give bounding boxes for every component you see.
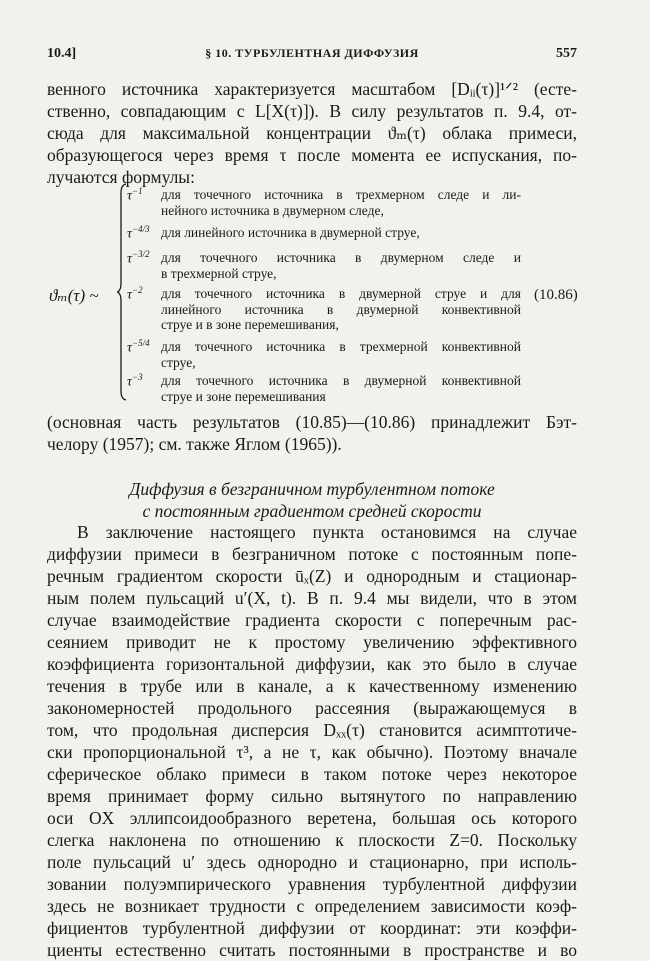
text-line: лучаются формулы: <box>47 167 195 187</box>
text-line: циенты естественно считать постоянными в пространстве и во <box>47 940 577 960</box>
case-power: $\tau^{-3}$ <box>127 372 143 390</box>
text-line: сюда для максимальной концентрации ϑₘ(τ) облака примеси, <box>47 123 577 143</box>
text-line: слегка наклонена по отношению к плоскости Z=0. Поскольку <box>47 830 577 850</box>
case-power: $\tau^{-4/3}$ <box>127 224 150 242</box>
running-title: § 10. ТУРБУЛЕНТНАЯ ДИФФУЗИЯ <box>205 46 419 60</box>
text-line: коэффициента горизонтальной диффузии, как это было в случае <box>47 654 577 674</box>
text-line: (основная часть результатов (10.85)—(10.86) принадлежит Бэт- <box>47 412 577 432</box>
formula-10-86: ϑₘ(τ) ~ (10.86) $\tau^{-1}$ для точечного источника в трехмерном следе и ли- нейного источника в двумерном следе, $\tau^{-4/3}$ для линейного источника в двумерной струе, $\tau^{-3/2}$ для точечного источника в двумерном следе и в трехмерной струе, $\tau^{-2}$ для точечного источника в двумерной струе и для линейного источника в двумерной конвективной струе и в зоне перемешивания, $\tau^{-5/4}$ для точечного источника в трехмерной конвективной струе, $\tau^{-3}$ для точечного источника в двумерной конвективной струе и зоне перемешивания <box>47 183 607 403</box>
text-line: В заключение настоящего пункта остановимся на случае <box>77 522 577 542</box>
heading-line: с постоянным градиентом средней скорости <box>142 501 482 521</box>
page-header <box>47 46 577 66</box>
text-line: случае взаимодействие градиента скорости с поперечным рас- <box>47 610 577 630</box>
section-number: 10.4] <box>47 46 77 61</box>
text-line: зовании полуэмпирического уравнения турбулентной диффузии <box>47 874 577 894</box>
case-power: $\tau^{-3/2}$ <box>127 249 150 267</box>
text-line: ственно, совпадающим с L[X(τ)]). В силу результатов п. 9.4, от- <box>47 101 577 121</box>
equation-number: (10.86) <box>534 287 578 303</box>
case-power: $\tau^{-2}$ <box>127 285 143 303</box>
page-number: 557 <box>556 46 577 61</box>
text-line: образующегося через время τ после момента ее испускания, по- <box>47 145 577 165</box>
case-power: $\tau^{-1}$ <box>127 186 143 204</box>
heading-line: Диффузия в безграничном турбулентном потоке <box>129 479 495 499</box>
text-line: ски пропорциональной τ³, а не τ, как обычно). Поэтому вначале <box>47 742 577 762</box>
text-line: речным градиентом скорости ūₓ(Z) и однородным и стационар- <box>47 566 577 586</box>
text-line: диффузии примеси в безграничном потоке с постоянным попе- <box>47 544 577 564</box>
text-line: сферическое облако примеси в таком потоке через некоторое <box>47 764 577 784</box>
text-line: поле пульсаций u′ здесь однородно и стационарно, при исполь- <box>47 852 577 872</box>
text-line: закономерностей продольного рассеяния (выражающемуся в <box>47 698 577 718</box>
text-line: сеянием приводит не к простому увеличению эффективного <box>47 632 577 652</box>
formula-lhs: ϑₘ(τ) ~ <box>49 286 99 305</box>
text-line: оси OX эллипсоидообразного веретена, большая ось которого <box>47 808 577 828</box>
text-line: здесь не возникает трудности с определением зависимости коэф- <box>47 896 577 916</box>
text-line: фициентов турбулентной диффузии от координат: эти коэффи- <box>47 918 577 938</box>
paragraph-2 <box>47 411 577 455</box>
left-brace-icon <box>117 183 127 401</box>
text-line: время принимает форму сильно вытянутого по направлению <box>47 786 577 806</box>
case-power: $\tau^{-5/4}$ <box>127 338 150 356</box>
paragraph-3 <box>47 521 577 961</box>
text-line: ным полем пульсаций u′(X, t). В п. 9.4 мы видели, что в этом <box>47 588 577 608</box>
text-line: челору (1957); см. также Яглом (1965)). <box>47 434 342 454</box>
text-line: венного источника характеризуется масштабом [Dᵢᵢ(τ)]¹ᐟ² (есте- <box>47 79 577 99</box>
paragraph-1 <box>47 78 577 188</box>
subsection-heading <box>47 478 577 522</box>
text-line: течения в трубе или в канале, а к качественному изменению <box>47 676 577 696</box>
text-line: том, что продольная дисперсия Dₓₓ(τ) становится асимптотиче- <box>47 720 577 740</box>
